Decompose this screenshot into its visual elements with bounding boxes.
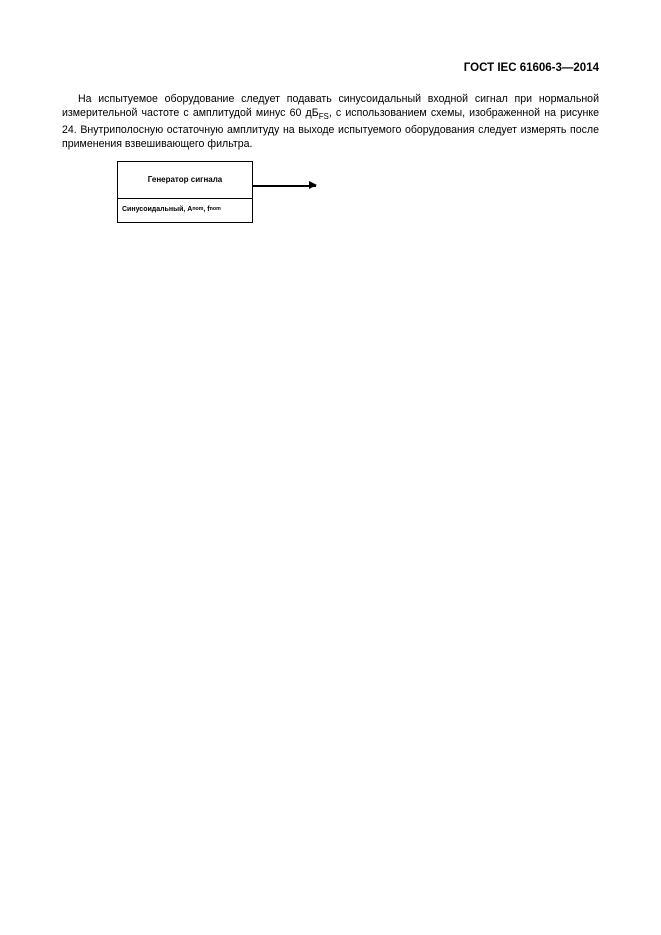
page-content xyxy=(62,93,599,239)
generator-title: Генератор сигнала xyxy=(118,162,252,199)
generator-setting: Синусоидальный, А nom , f nom xyxy=(122,205,221,213)
figure-24-diagram xyxy=(62,161,599,239)
paragraph-intro: На испытуемое оборудование следует подавать синусоидальный входной сигнал при нормальной измерительной частоте с амплитудой минус 60 $дБ_{FS}$, с использованием схемы, изображенной на рисунке 24. Внутриполосную остаточную амплитуду на выходе испытуемого оборудования следует измерять после применения взвешивающего фильтра. xyxy=(62,93,600,150)
arrow-right-icon xyxy=(253,185,316,187)
signal-generator-box xyxy=(117,161,253,223)
document-header: ГОСТ IEC 61606-3—2014 xyxy=(463,62,599,74)
